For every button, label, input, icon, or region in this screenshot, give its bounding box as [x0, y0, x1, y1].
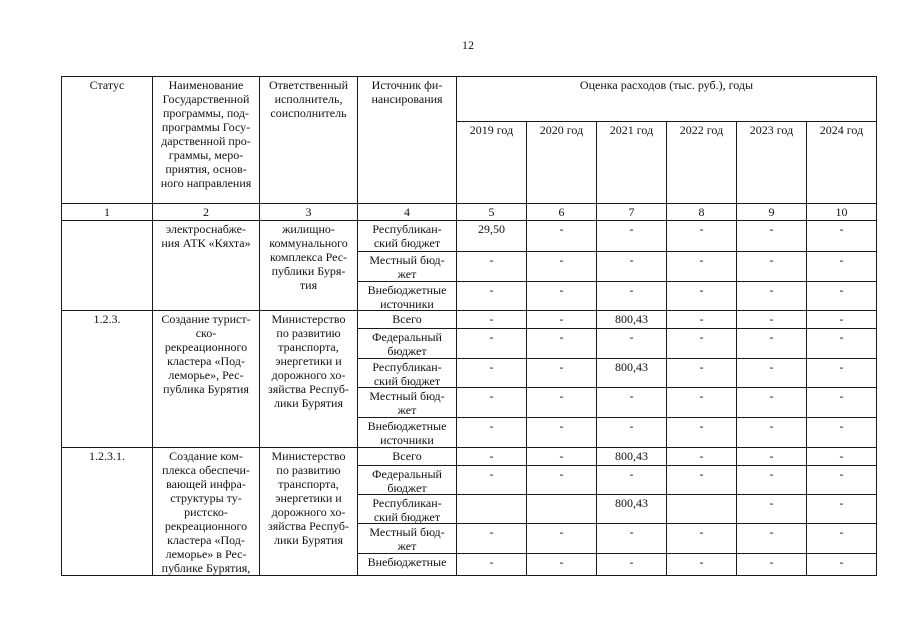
- page-number: 12: [462, 38, 474, 52]
- status-code: 1.2.3.1.: [62, 448, 152, 575]
- responsible-executor: Министерство по развитию транспорта, энергетики и дорожного хо- зяйства Респуб- лики Бурятия: [260, 448, 357, 575]
- column-number: 4: [358, 204, 456, 220]
- responsible-executor: Министерство по развитию транспорта, энергетики и дорожного хо- зяйства Респуб- лики Бурятия: [260, 311, 357, 447]
- value-cell: [457, 495, 526, 523]
- value-cell: [527, 495, 596, 523]
- measure-name: электроснабже- ния АТК «Кяхта»: [153, 221, 259, 310]
- value-cell: -: [457, 359, 526, 387]
- status-code: [62, 221, 152, 310]
- value-cell: -: [457, 418, 526, 447]
- year-header: 2019 год: [457, 122, 526, 203]
- value-cell: -: [667, 554, 736, 575]
- funding-source-label: Местный бюд- жет: [358, 388, 456, 417]
- funding-source-label: Всего: [358, 311, 456, 328]
- value-cell: -: [737, 329, 806, 358]
- value-cell: 800,43: [597, 359, 666, 387]
- value-cell: -: [527, 448, 596, 465]
- value-cell: -: [597, 554, 666, 575]
- value-cell: -: [807, 252, 876, 281]
- column-number: 9: [737, 204, 806, 220]
- funding-source-label: Всего: [358, 448, 456, 465]
- column-number: 2: [153, 204, 259, 220]
- value-cell: -: [527, 524, 596, 553]
- value-cell: -: [667, 282, 736, 310]
- value-cell: -: [527, 554, 596, 575]
- value-cell: -: [737, 554, 806, 575]
- value-cell: -: [457, 252, 526, 281]
- value-cell: -: [807, 388, 876, 417]
- value-cell: -: [667, 311, 736, 328]
- value-cell: -: [667, 329, 736, 358]
- value-cell: -: [597, 329, 666, 358]
- measure-name: Создание турист- ско- рекреационного кластера «Под- леморье», Рес- публика Бурятия: [153, 311, 259, 447]
- value-cell: -: [737, 282, 806, 310]
- column-number: 7: [597, 204, 666, 220]
- value-cell: -: [597, 466, 666, 494]
- value-cell: -: [597, 252, 666, 281]
- value-cell: -: [597, 524, 666, 553]
- column-number: 3: [260, 204, 357, 220]
- header-responsible-executor: Ответственный исполнитель, соисполнитель: [260, 77, 357, 203]
- value-cell: -: [457, 329, 526, 358]
- funding-source-label: Федеральный бюджет: [358, 329, 456, 358]
- value-cell: -: [737, 524, 806, 553]
- value-cell: -: [527, 329, 596, 358]
- value-cell: -: [597, 221, 666, 251]
- value-cell: 800,43: [597, 311, 666, 328]
- value-cell: -: [527, 359, 596, 387]
- value-cell: -: [597, 282, 666, 310]
- funding-source-label: Внебюджетные источники: [358, 418, 456, 447]
- value-cell: -: [737, 388, 806, 417]
- funding-source-label: Местный бюд- жет: [358, 252, 456, 281]
- value-cell: -: [807, 448, 876, 465]
- value-cell: -: [667, 524, 736, 553]
- funding-source-label: Республикан- ский бюджет: [358, 221, 456, 251]
- value-cell: -: [667, 418, 736, 447]
- value-cell: -: [457, 282, 526, 310]
- value-cell: -: [807, 418, 876, 447]
- value-cell: -: [807, 311, 876, 328]
- value-cell: -: [737, 359, 806, 387]
- value-cell: -: [807, 329, 876, 358]
- value-cell: -: [667, 221, 736, 251]
- column-number: 5: [457, 204, 526, 220]
- value-cell: -: [737, 311, 806, 328]
- year-header: 2020 год: [527, 122, 596, 203]
- value-cell: -: [527, 388, 596, 417]
- value-cell: -: [597, 418, 666, 447]
- value-cell: -: [807, 282, 876, 310]
- value-cell: -: [457, 466, 526, 494]
- value-cell: -: [527, 418, 596, 447]
- value-cell: -: [807, 495, 876, 523]
- funding-source-label: Внебюджетные источники: [358, 282, 456, 310]
- value-cell: -: [527, 221, 596, 251]
- column-number: 10: [807, 204, 876, 220]
- column-number: 6: [527, 204, 596, 220]
- status-code: 1.2.3.: [62, 311, 152, 447]
- value-cell: -: [457, 311, 526, 328]
- value-cell: -: [527, 282, 596, 310]
- value-cell: -: [667, 252, 736, 281]
- value-cell: -: [667, 448, 736, 465]
- value-cell: -: [457, 554, 526, 575]
- value-cell: -: [807, 466, 876, 494]
- value-cell: -: [667, 359, 736, 387]
- funding-source-label: Республикан- ский бюджет: [358, 495, 456, 523]
- value-cell: -: [457, 448, 526, 465]
- value-cell: -: [737, 221, 806, 251]
- year-header: 2023 год: [737, 122, 806, 203]
- funding-source-label: Местный бюд- жет: [358, 524, 456, 553]
- funding-source-label: Внебюджетные: [358, 554, 456, 575]
- value-cell: -: [457, 388, 526, 417]
- value-cell: -: [527, 466, 596, 494]
- value-cell: -: [597, 388, 666, 417]
- header-program-name: Наименование Государственной программы, под- программы Госу- дарственной про- граммы, меро- приятия, основ- ного направления: [153, 77, 259, 203]
- value-cell: 800,43: [597, 448, 666, 465]
- value-cell: [667, 495, 736, 523]
- column-number: 1: [62, 204, 152, 220]
- value-cell: -: [807, 221, 876, 251]
- responsible-executor: жилищно- коммунального комплекса Рес- публики Буря- тия: [260, 221, 357, 310]
- header-status: Статус: [62, 77, 152, 203]
- header-funding-source: Источник фи- нансирования: [358, 77, 456, 203]
- value-cell: 29,50: [457, 221, 526, 251]
- value-cell: -: [737, 418, 806, 447]
- value-cell: -: [737, 252, 806, 281]
- value-cell: -: [807, 359, 876, 387]
- value-cell: -: [457, 524, 526, 553]
- value-cell: -: [527, 252, 596, 281]
- header-expenses-estimate: Оценка расходов (тыс. руб.), годы: [457, 77, 876, 121]
- value-cell: -: [667, 388, 736, 417]
- year-header: 2021 год: [597, 122, 666, 203]
- value-cell: -: [807, 554, 876, 575]
- value-cell: -: [737, 466, 806, 494]
- expenses-table: [61, 76, 877, 576]
- year-header: 2024 год: [807, 122, 876, 203]
- value-cell: 800,43: [597, 495, 666, 523]
- value-cell: -: [737, 495, 806, 523]
- value-cell: -: [737, 448, 806, 465]
- value-cell: -: [807, 524, 876, 553]
- column-number: 8: [667, 204, 736, 220]
- value-cell: -: [667, 466, 736, 494]
- year-header: 2022 год: [667, 122, 736, 203]
- value-cell: -: [527, 311, 596, 328]
- funding-source-label: Республикан- ский бюджет: [358, 359, 456, 387]
- funding-source-label: Федеральный бюджет: [358, 466, 456, 494]
- measure-name: Создание ком- плекса обеспечи- вающей инфра- структуры ту- ристско- рекреационного кластера «Под- леморье» в Рес- публике Бурятия,: [153, 448, 259, 575]
